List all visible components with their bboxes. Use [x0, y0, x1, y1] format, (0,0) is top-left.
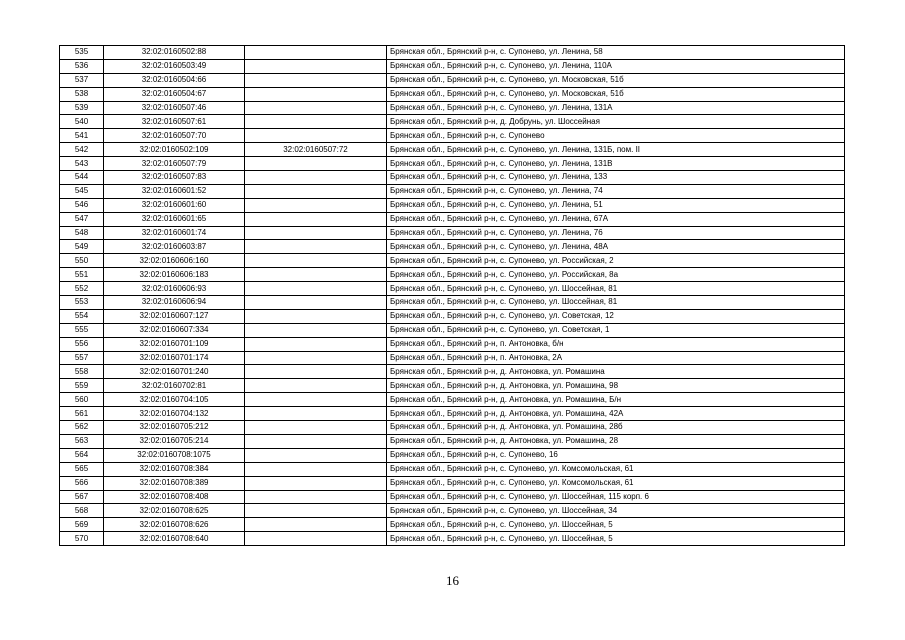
cadastral-number-cell: 32:02:0160708:389: [104, 476, 245, 490]
address-cell: Брянская обл., Брянский р-н, с. Супонево, ул. Московская, 51б: [387, 87, 845, 101]
address-cell: Брянская обл., Брянский р-н, с. Супонево, ул. Московская, 51б: [387, 73, 845, 87]
address-cell: Брянская обл., Брянский р-н, д. Антоновка, ул. Ромашина, Б/н: [387, 393, 845, 407]
table-row: [60, 143, 845, 157]
table-row: [60, 282, 845, 296]
address-cell: Брянская обл., Брянский р-н, с. Супонево, ул. Ленина, 51: [387, 198, 845, 212]
cadastral-number-cell: 32:02:0160705:214: [104, 434, 245, 448]
cadastral-number-cell: 32:02:0160503:49: [104, 59, 245, 73]
table-row: [60, 407, 845, 421]
address-cell: Брянская обл., Брянский р-н, с. Супонево, ул. Шоссейная, 81: [387, 282, 845, 296]
address-cell: Брянская обл., Брянский р-н, д. Антоновка, ул. Ромашина, 28б: [387, 421, 845, 435]
cadastral-number-cell: 32:02:0160601:52: [104, 184, 245, 198]
table-row: [60, 268, 845, 282]
parent-cadastral-cell: [245, 518, 387, 532]
row-number-cell: 543: [60, 157, 104, 171]
row-number-cell: 550: [60, 254, 104, 268]
address-cell: Брянская обл., Брянский р-н, с. Супонево, ул. Ленина, 131Б, пом. II: [387, 143, 845, 157]
address-cell: Брянская обл., Брянский р-н, с. Супонево, ул. Комсомольская, 61: [387, 462, 845, 476]
cadastral-number-cell: 32:02:0160504:67: [104, 87, 245, 101]
cadastral-number-cell: 32:02:0160507:70: [104, 129, 245, 143]
parent-cadastral-cell: [245, 240, 387, 254]
parent-cadastral-cell: [245, 157, 387, 171]
table-row: [60, 115, 845, 129]
address-cell: Брянская обл., Брянский р-н, с. Супонево, ул. Российская, 2: [387, 254, 845, 268]
row-number-cell: 540: [60, 115, 104, 129]
address-cell: Брянская обл., Брянский р-н, с. Супонево, ул. Шоссейная, 5: [387, 518, 845, 532]
row-number-cell: 564: [60, 448, 104, 462]
address-cell: Брянская обл., Брянский р-н, с. Супонево: [387, 129, 845, 143]
cadastral-number-cell: 32:02:0160601:60: [104, 198, 245, 212]
parent-cadastral-cell: [245, 351, 387, 365]
parent-cadastral-cell: [245, 476, 387, 490]
row-number-cell: 559: [60, 379, 104, 393]
table-row: [60, 518, 845, 532]
cadastral-number-cell: 32:02:0160601:74: [104, 226, 245, 240]
cadastral-number-cell: 32:02:0160507:46: [104, 101, 245, 115]
parent-cadastral-cell: [245, 87, 387, 101]
parent-cadastral-cell: [245, 296, 387, 310]
row-number-cell: 548: [60, 226, 104, 240]
address-cell: Брянская обл., Брянский р-н, с. Супонево, ул. Шоссейная, 5: [387, 532, 845, 546]
row-number-cell: 560: [60, 393, 104, 407]
cadastral-number-cell: 32:02:0160507:83: [104, 171, 245, 185]
row-number-cell: 537: [60, 73, 104, 87]
parent-cadastral-cell: [245, 59, 387, 73]
cadastral-number-cell: 32:02:0160708:384: [104, 462, 245, 476]
parent-cadastral-cell: [245, 198, 387, 212]
cadastral-number-cell: 32:02:0160507:61: [104, 115, 245, 129]
cadastral-number-cell: 32:02:0160702:81: [104, 379, 245, 393]
row-number-cell: 567: [60, 490, 104, 504]
property-register-table: [59, 45, 845, 546]
row-number-cell: 541: [60, 129, 104, 143]
cadastral-number-cell: 32:02:0160606:183: [104, 268, 245, 282]
page-number: 16: [446, 573, 459, 588]
parent-cadastral-cell: [245, 407, 387, 421]
address-cell: Брянская обл., Брянский р-н, с. Супонево, ул. Ленина, 67А: [387, 212, 845, 226]
table-row: [60, 59, 845, 73]
address-cell: Брянская обл., Брянский р-н, с. Супонево, ул. Ленина, 58: [387, 46, 845, 60]
parent-cadastral-cell: [245, 448, 387, 462]
parent-cadastral-cell: [245, 212, 387, 226]
cadastral-number-cell: 32:02:0160701:240: [104, 365, 245, 379]
parent-cadastral-cell: [245, 532, 387, 546]
row-number-cell: 549: [60, 240, 104, 254]
cadastral-number-cell: 32:02:0160701:109: [104, 337, 245, 351]
row-number-cell: 551: [60, 268, 104, 282]
address-cell: Брянская обл., Брянский р-н, с. Супонево, ул. Российская, 8а: [387, 268, 845, 282]
address-cell: Брянская обл., Брянский р-н, д. Антоновка, ул. Ромашина, 98: [387, 379, 845, 393]
row-number-cell: 552: [60, 282, 104, 296]
address-cell: Брянская обл., Брянский р-н, с. Супонево, ул. Ленина, 48А: [387, 240, 845, 254]
row-number-cell: 539: [60, 101, 104, 115]
row-number-cell: 568: [60, 504, 104, 518]
table-row: [60, 171, 845, 185]
row-number-cell: 556: [60, 337, 104, 351]
parent-cadastral-cell: [245, 226, 387, 240]
parent-cadastral-cell: [245, 434, 387, 448]
cadastral-number-cell: 32:02:0160606:160: [104, 254, 245, 268]
table-row: [60, 198, 845, 212]
row-number-cell: 538: [60, 87, 104, 101]
row-number-cell: 563: [60, 434, 104, 448]
row-number-cell: 561: [60, 407, 104, 421]
parent-cadastral-cell: [245, 73, 387, 87]
parent-cadastral-cell: [245, 254, 387, 268]
address-cell: Брянская обл., Брянский р-н, с. Супонево, ул. Ленина, 76: [387, 226, 845, 240]
table-row: [60, 296, 845, 310]
table-row: [60, 351, 845, 365]
table-row: [60, 365, 845, 379]
row-number-cell: 570: [60, 532, 104, 546]
cadastral-number-cell: 32:02:0160606:94: [104, 296, 245, 310]
table-row: [60, 434, 845, 448]
table-row: [60, 254, 845, 268]
cadastral-number-cell: 32:02:0160603:87: [104, 240, 245, 254]
row-number-cell: 545: [60, 184, 104, 198]
row-number-cell: 562: [60, 421, 104, 435]
cadastral-number-cell: 32:02:0160607:127: [104, 309, 245, 323]
table-row: [60, 337, 845, 351]
table-row: [60, 462, 845, 476]
parent-cadastral-cell: [245, 504, 387, 518]
address-cell: Брянская обл., Брянский р-н, п. Антоновка, 2А: [387, 351, 845, 365]
address-cell: Брянская обл., Брянский р-н, с. Супонево, ул. Ленина, 133: [387, 171, 845, 185]
table-row: [60, 393, 845, 407]
address-cell: Брянская обл., Брянский р-н, с. Супонево, ул. Советская, 12: [387, 309, 845, 323]
address-cell: Брянская обл., Брянский р-н, с. Супонево, 16: [387, 448, 845, 462]
address-cell: Брянская обл., Брянский р-н, с. Супонево, ул. Шоссейная, 81: [387, 296, 845, 310]
address-cell: Брянская обл., Брянский р-н, с. Супонево, ул. Советская, 1: [387, 323, 845, 337]
cadastral-number-cell: 32:02:0160708:626: [104, 518, 245, 532]
row-number-cell: 546: [60, 198, 104, 212]
cadastral-number-cell: 32:02:0160704:105: [104, 393, 245, 407]
table-row: [60, 379, 845, 393]
table-row: [60, 476, 845, 490]
parent-cadastral-cell: [245, 309, 387, 323]
parent-cadastral-cell: [245, 323, 387, 337]
row-number-cell: 542: [60, 143, 104, 157]
table-row: [60, 448, 845, 462]
parent-cadastral-cell: [245, 379, 387, 393]
cadastral-number-cell: 32:02:0160607:334: [104, 323, 245, 337]
row-number-cell: 558: [60, 365, 104, 379]
table-row: [60, 532, 845, 546]
row-number-cell: 535: [60, 46, 104, 60]
cadastral-number-cell: 32:02:0160708:625: [104, 504, 245, 518]
table-row: [60, 46, 845, 60]
table-row: [60, 73, 845, 87]
cadastral-number-cell: 32:02:0160704:132: [104, 407, 245, 421]
parent-cadastral-cell: [245, 46, 387, 60]
address-cell: Брянская обл., Брянский р-н, с. Супонево, ул. Ленина, 74: [387, 184, 845, 198]
parent-cadastral-cell: [245, 462, 387, 476]
address-cell: Брянская обл., Брянский р-н, с. Супонево, ул. Шоссейная, 115 корп. 6: [387, 490, 845, 504]
parent-cadastral-cell: [245, 490, 387, 504]
register-table-body: [60, 46, 845, 546]
parent-cadastral-cell: [245, 115, 387, 129]
address-cell: Брянская обл., Брянский р-н, с. Супонево, ул. Ленина, 110А: [387, 59, 845, 73]
address-cell: Брянская обл., Брянский р-н, с. Супонево, ул. Ленина, 131В: [387, 157, 845, 171]
cadastral-number-cell: 32:02:0160502:109: [104, 143, 245, 157]
address-cell: Брянская обл., Брянский р-н, д. Добрунь, ул. Шоссейная: [387, 115, 845, 129]
row-number-cell: 536: [60, 59, 104, 73]
row-number-cell: 553: [60, 296, 104, 310]
table-row: [60, 184, 845, 198]
parent-cadastral-cell: [245, 171, 387, 185]
parent-cadastral-cell: [245, 101, 387, 115]
table-row: [60, 323, 845, 337]
address-cell: Брянская обл., Брянский р-н, д. Антоновка, ул. Ромашина, 42А: [387, 407, 845, 421]
row-number-cell: 569: [60, 518, 104, 532]
cadastral-number-cell: 32:02:0160504:66: [104, 73, 245, 87]
row-number-cell: 554: [60, 309, 104, 323]
table-row: [60, 421, 845, 435]
table-row: [60, 504, 845, 518]
parent-cadastral-cell: [245, 337, 387, 351]
table-row: [60, 101, 845, 115]
cadastral-number-cell: 32:02:0160708:1075: [104, 448, 245, 462]
cadastral-number-cell: 32:02:0160708:408: [104, 490, 245, 504]
address-cell: Брянская обл., Брянский р-н, п. Антоновка, б/н: [387, 337, 845, 351]
table-row: [60, 490, 845, 504]
address-cell: Брянская обл., Брянский р-н, с. Супонево, ул. Шоссейная, 34: [387, 504, 845, 518]
cadastral-number-cell: 32:02:0160601:65: [104, 212, 245, 226]
parent-cadastral-cell: [245, 282, 387, 296]
address-cell: Брянская обл., Брянский р-н, с. Супонево, ул. Ленина, 131А: [387, 101, 845, 115]
row-number-cell: 544: [60, 171, 104, 185]
parent-cadastral-cell: 32:02:0160507:72: [245, 143, 387, 157]
parent-cadastral-cell: [245, 393, 387, 407]
row-number-cell: 566: [60, 476, 104, 490]
row-number-cell: 557: [60, 351, 104, 365]
table-row: [60, 226, 845, 240]
table-row: [60, 240, 845, 254]
parent-cadastral-cell: [245, 365, 387, 379]
parent-cadastral-cell: [245, 129, 387, 143]
cadastral-number-cell: 32:02:0160502:88: [104, 46, 245, 60]
cadastral-number-cell: 32:02:0160705:212: [104, 421, 245, 435]
cadastral-number-cell: 32:02:0160606:93: [104, 282, 245, 296]
cadastral-number-cell: 32:02:0160701:174: [104, 351, 245, 365]
parent-cadastral-cell: [245, 184, 387, 198]
address-cell: Брянская обл., Брянский р-н, д. Антоновка, ул. Ромашина, 28: [387, 434, 845, 448]
row-number-cell: 555: [60, 323, 104, 337]
address-cell: Брянская обл., Брянский р-н, с. Супонево, ул. Комсомольская, 61: [387, 476, 845, 490]
cadastral-number-cell: 32:02:0160708:640: [104, 532, 245, 546]
table-row: [60, 129, 845, 143]
parent-cadastral-cell: [245, 268, 387, 282]
row-number-cell: 547: [60, 212, 104, 226]
table-row: [60, 87, 845, 101]
row-number-cell: 565: [60, 462, 104, 476]
address-cell: Брянская обл., Брянский р-н, д. Антоновка, ул. Ромашина: [387, 365, 845, 379]
table-row: [60, 212, 845, 226]
table-row: [60, 309, 845, 323]
table-row: [60, 157, 845, 171]
parent-cadastral-cell: [245, 421, 387, 435]
cadastral-number-cell: 32:02:0160507:79: [104, 157, 245, 171]
